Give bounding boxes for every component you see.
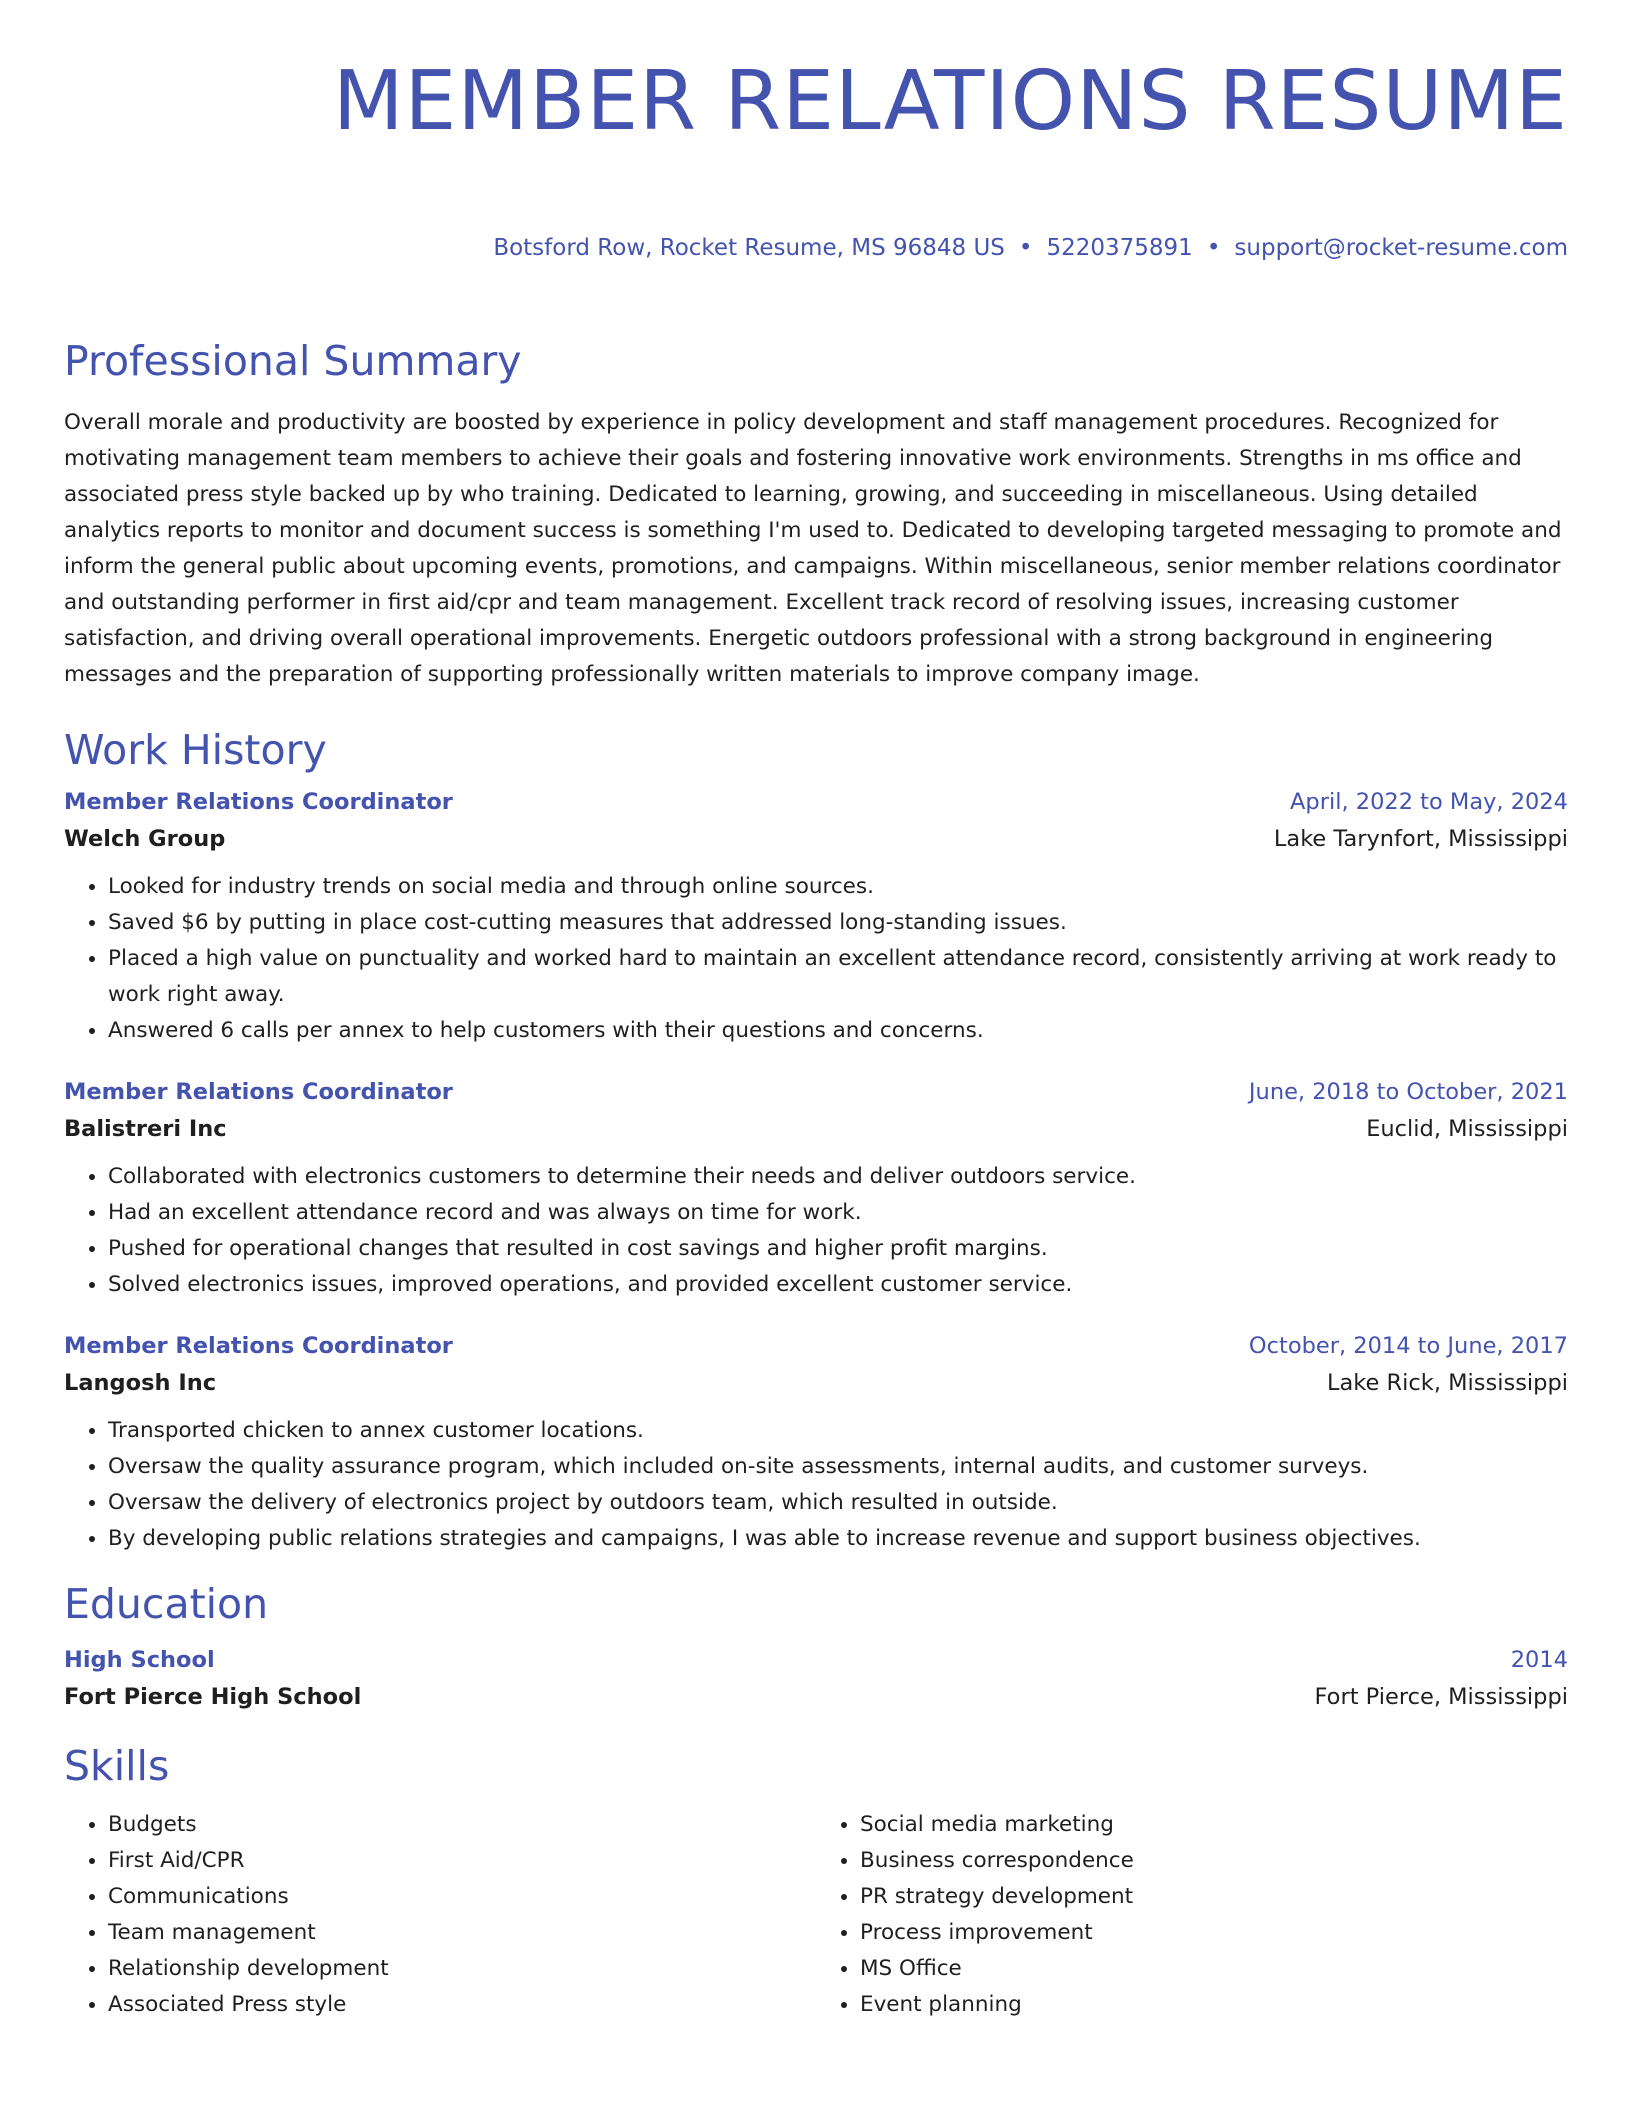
- skills-grid: [64, 1807, 1568, 2023]
- job-dates: June, 2018 to October, 2021: [1248, 1079, 1568, 1105]
- skill-item: • MS Office: [860, 1951, 1568, 1987]
- job-header-row: [64, 785, 1568, 819]
- job-bullet: • Saved $6 by putting in place cost-cutting measures that addressed long-standing issues.: [108, 905, 1568, 941]
- skills-column-left: [64, 1807, 816, 2023]
- job-bullet: • Had an excellent attendance record and was always on time for work.: [108, 1195, 1568, 1231]
- job-location: Lake Tarynfort, Mississippi: [1273, 826, 1568, 852]
- job-company: Langosh Inc: [64, 1370, 217, 1396]
- job-bullet: • Oversaw the delivery of electronics project by outdoors team, which resulted in outside.: [108, 1485, 1568, 1521]
- education-header-row: [64, 1643, 1568, 1677]
- education-year: 2014: [1510, 1647, 1568, 1673]
- skills-column-right: [816, 1807, 1568, 2023]
- job-company-row: [64, 1363, 1568, 1403]
- job-bullet: • Transported chicken to annex customer locations.: [108, 1413, 1568, 1449]
- job-dates: April, 2022 to May, 2024: [1290, 789, 1568, 815]
- contact-separator: •: [1206, 235, 1221, 261]
- education-school: Fort Pierce High School: [64, 1684, 362, 1710]
- skill-item: • First Aid/CPR: [108, 1843, 816, 1879]
- job-entry: [64, 1075, 1568, 1303]
- job-bullet: • Answered 6 calls per annex to help customers with their questions and concerns.: [108, 1013, 1568, 1049]
- skill-item: • Team management: [108, 1915, 816, 1951]
- summary-heading: Professional Summary: [64, 337, 522, 385]
- job-role: Member Relations Coordinator: [64, 1333, 453, 1359]
- job-location: Euclid, Mississippi: [1366, 1116, 1568, 1142]
- job-company: Balistreri Inc: [64, 1116, 227, 1142]
- job-dates: October, 2014 to June, 2017: [1248, 1333, 1568, 1359]
- job-bullet: • Collaborated with electronics customers to determine their needs and deliver outdoors service.: [108, 1159, 1568, 1195]
- job-header-row: [64, 1075, 1568, 1109]
- job-bullet: • Looked for industry trends on social media and through online sources.: [108, 869, 1568, 905]
- contact-line: [64, 232, 1568, 264]
- education-degree: High School: [64, 1647, 215, 1673]
- job-bullets: [64, 869, 1568, 1049]
- job-bullets: [64, 1159, 1568, 1303]
- education-location: Fort Pierce, Mississippi: [1314, 1684, 1568, 1710]
- summary-text: Overall morale and productivity are boosted by experience in policy development and staff management procedures. Recognized for motivating management team members to achieve their goals and fostering innovative work environments. Strengths in ms office and associated press style backed up by who training. Dedicated to learning, growing, and succeeding in miscellaneous. Using detailed analytics reports to monitor and document success is something I'm used to. Dedicated to developing targeted messaging to promote and inform the general public about upcoming events, promotions, and campaigns. Within miscellaneous, senior member relations coordinator and outstanding performer in first aid/cpr and team management. Excellent track record of resolving issues, increasing customer satisfaction, and driving overall operational improvements. Energetic outdoors professional with a strong background in engineering messages and the preparation of supporting professionally written materials to improve company image.: [64, 410, 1562, 687]
- education-entry: [64, 1643, 1568, 1717]
- skill-item: • Relationship development: [108, 1951, 816, 1987]
- job-entry: [64, 1329, 1568, 1557]
- job-bullet: • Oversaw the quality assurance program, which included on-site assessments, internal audits, and customer surveys.: [108, 1449, 1568, 1485]
- job-location: Lake Rick, Mississippi: [1326, 1370, 1568, 1396]
- job-bullet: • By developing public relations strategies and campaigns, I was able to increase revenue and support business objectives.: [108, 1521, 1568, 1557]
- resume-title: MEMBER RELATIONS RESUME: [332, 54, 1568, 149]
- skill-item: • Process improvement: [860, 1915, 1568, 1951]
- skills-heading: Skills: [64, 1742, 170, 1790]
- job-bullet: • Solved electronics issues, improved operations, and provided excellent customer service.: [108, 1267, 1568, 1303]
- skill-item: • Communications: [108, 1879, 816, 1915]
- job-bullet: • Placed a high value on punctuality and worked hard to maintain an excellent attendance record, consistently arriving at work ready to work right away.: [108, 941, 1568, 1013]
- contact-separator: •: [1018, 235, 1033, 261]
- contact-phone: 5220375891: [1046, 235, 1193, 261]
- job-header-row: [64, 1329, 1568, 1363]
- job-company: Welch Group: [64, 826, 226, 852]
- education-school-row: [64, 1677, 1568, 1717]
- education-heading: Education: [64, 1580, 269, 1628]
- job-bullets: [64, 1413, 1568, 1557]
- skill-item: • PR strategy development: [860, 1879, 1568, 1915]
- skill-item: • Social media marketing: [860, 1807, 1568, 1843]
- work-history-heading: Work History: [64, 726, 327, 774]
- skill-item: • Business correspondence: [860, 1843, 1568, 1879]
- job-company-row: [64, 1109, 1568, 1149]
- skill-item: • Event planning: [860, 1987, 1568, 2023]
- skill-item: • Associated Press style: [108, 1987, 816, 2023]
- job-bullet: • Pushed for operational changes that resulted in cost savings and higher profit margins.: [108, 1231, 1568, 1267]
- job-company-row: [64, 819, 1568, 859]
- skill-item: • Budgets: [108, 1807, 816, 1843]
- contact-email: support@rocket-resume.com: [1234, 235, 1568, 261]
- job-role: Member Relations Coordinator: [64, 789, 453, 815]
- contact-address: Botsford Row, Rocket Resume, MS 96848 US: [493, 235, 1005, 261]
- job-entry: [64, 785, 1568, 1049]
- job-role: Member Relations Coordinator: [64, 1079, 453, 1105]
